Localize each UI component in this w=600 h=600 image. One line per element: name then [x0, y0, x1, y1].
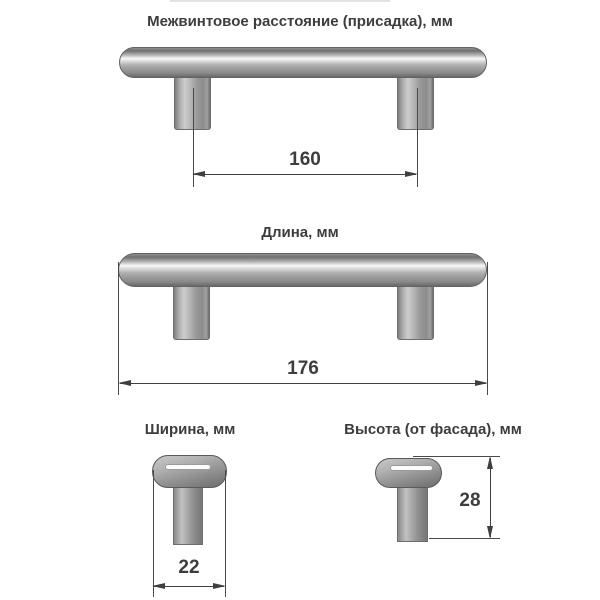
handle3-post-end-view — [173, 488, 203, 545]
arrowhead-left-icon — [118, 380, 131, 386]
handle2-post-left — [173, 287, 210, 340]
section-title-height: Высота (от фасада), мм — [344, 421, 522, 438]
extension-line-right-2 — [487, 262, 488, 395]
arrowhead-left-icon — [192, 171, 205, 177]
extension-line-right-3 — [225, 470, 226, 597]
dimension-value-width: 22 — [178, 557, 200, 578]
arrowhead-up-icon — [487, 456, 493, 469]
section-title-width: Ширина, мм — [144, 421, 236, 438]
arrowhead-right-icon — [475, 380, 488, 386]
dimension-line-shaft — [120, 383, 486, 384]
arrowhead-left-icon — [152, 583, 165, 589]
handle2-post-right — [397, 287, 434, 340]
handle3-cap-end-view — [152, 455, 227, 488]
handle1-post-right — [397, 78, 434, 130]
handle4-highlight-slot — [390, 465, 433, 471]
arrowhead-right-icon — [213, 583, 226, 589]
cropped-top-edge-artifact — [170, 0, 390, 2]
section-title-length: Длина, мм — [261, 224, 339, 241]
handle4-post-end-view — [397, 488, 428, 542]
arrowhead-right-icon — [405, 171, 418, 177]
section-title-screw-distance: Межвинтовое расстояние (присадка), мм — [147, 13, 453, 30]
handle4-cap-end-view — [375, 458, 442, 488]
handle1-bar — [119, 47, 487, 78]
dimension-value-height: 28 — [459, 490, 481, 511]
dimension-line-shaft — [194, 174, 416, 175]
handle2-bar — [118, 253, 487, 287]
dimension-value-screw-distance: 160 — [289, 149, 321, 170]
arrowhead-down-icon — [487, 526, 493, 539]
handle3-highlight-slot — [165, 464, 211, 470]
dimension-value-length: 176 — [287, 358, 319, 379]
